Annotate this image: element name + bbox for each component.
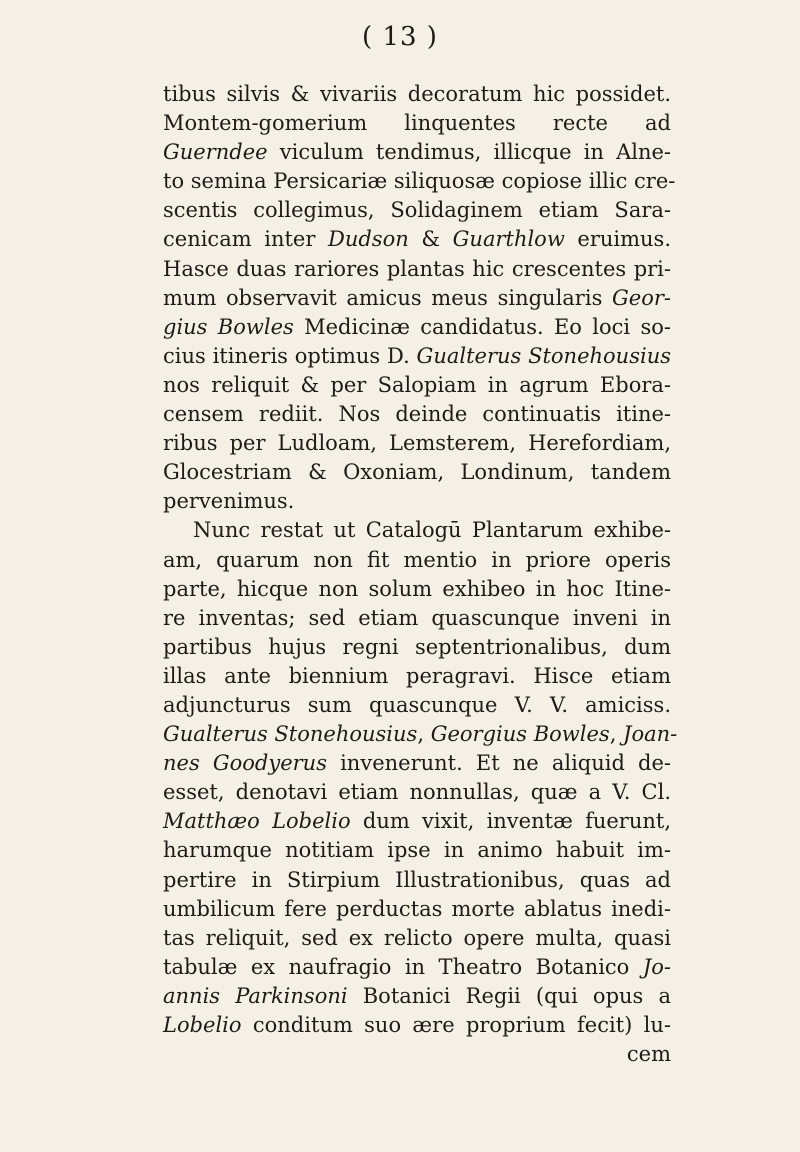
text-line [163,400,671,429]
text-run: mum observavit amicus meus singularis [163,285,613,310]
text-line [163,720,678,749]
text-line [163,778,671,807]
text-line [163,516,671,545]
text-run: partibus hujus regni septentrionalibus, dum [163,634,671,659]
text-run: Nunc restat ut Catalogū Plantarum exhibe- [193,518,671,543]
text-run: nos reliquit & per Salopiam in agrum Ebora- [163,372,671,397]
italic-name: Guerndee [163,140,268,165]
italic-name: Gualterus Stonehousius [416,343,671,368]
text-run: umbilicum fere perductas morte ablatus inedi- [163,896,671,921]
text-run: Montem-gomerium linquentes recte ad [163,111,671,136]
text-line [163,691,671,720]
text-line [163,487,671,516]
text-line [163,138,671,167]
text-run: parte, hicque non solum exhibeo in hoc Itine- [163,576,671,601]
text-line [163,458,671,487]
text-run: to semina Persicariæ siliquosæ copiose illic cre- [163,169,676,194]
text-run: ribus per Ludloam, Lemsterem, Herefordiam, [163,431,671,456]
text-run: censem rediit. Nos deinde continuatis itine- [163,402,671,427]
body-text [163,80,678,1069]
text-line [163,953,671,982]
page-number: ( 13 ) [362,22,438,52]
text-line [163,924,671,953]
italic-name: nes Goodyerus [163,751,327,776]
text-run: scentis collegimus, Solidaginem etiam Sara- [163,198,671,223]
text-run: pertire in Stirpium Illustrationibus, quas ad [163,867,671,892]
text-run: illas ante biennium peragravi. Hisce etiam [163,663,671,688]
italic-name: Matthæo Lobelio [163,809,351,834]
text-line [163,167,676,196]
italic-name: Dudson [327,227,409,252]
text-line [163,633,671,662]
text-run: & [408,227,453,252]
text-run: re inventas; sed etiam quascunque inveni in [163,605,671,630]
text-run: am, quarum non fit mentio in priore operis [163,547,671,572]
text-line [163,662,671,691]
text-run: adjuncturus sum quascunque V. V. amiciss. [163,692,671,717]
text-run: tas reliquit, sed ex relicto opere multa, quasi [163,925,671,950]
text-line [163,1040,671,1069]
italic-name: Gualterus Stonehousius [163,722,418,747]
text-line [163,866,671,895]
text-run: invenerunt. Et ne aliquid de- [326,751,671,776]
text-run: cem [626,1042,671,1067]
text-line [163,895,671,924]
italic-name: Guarthlow [452,227,565,252]
text-run: dum vixit, inventæ fuerunt, [350,809,671,834]
text-line [163,1011,671,1040]
text-line [163,80,671,109]
text-line [163,342,671,371]
text-run: eruimus. [564,227,672,252]
text-line [163,807,671,836]
text-line [163,313,671,342]
italic-name: Lobelio [163,1013,242,1037]
text-line [163,255,671,284]
text-run: cius itineris optimus D. [163,343,417,368]
text-run: conditum suo ære proprium fecit) lu- [241,1013,671,1037]
text-line [163,836,671,865]
italic-name: Geor- [612,285,671,310]
text-run: , [609,722,624,747]
text-run: tabulæ ex naufragio in Theatro Botanico [163,954,643,979]
italic-name: gius Bowles [163,314,294,339]
text-run: tibus silvis & vivariis decoratum hic possidet. [163,82,671,106]
text-run: pervenimus. [163,489,295,514]
text-run: Medicinæ candidatus. Eo loci so- [293,314,671,339]
text-line [163,109,671,138]
text-run: viculum tendimus, illicque in Alne- [267,140,671,165]
text-line [163,604,671,633]
italic-name: Georgius Bowles [430,722,610,747]
text-line [163,196,671,225]
text-run: Glocestriam & Oxoniam, Londinum, tandem [163,460,671,485]
italic-name: Jo- [642,954,671,979]
text-run: Hasce duas rariores plantas hic crescentes pri- [163,256,671,281]
text-line [163,546,671,575]
text-line [163,371,671,400]
text-line [163,429,671,458]
text-line [163,982,671,1011]
text-line [163,749,671,778]
text-run: Botanici Regii (qui opus a [347,983,671,1008]
text-run: esset, denotavi etiam nonnullas, quæ a V. Cl. [163,780,671,805]
text-run: harumque notitiam ipse in animo habuit im- [163,838,671,863]
italic-name: Joan- [623,722,678,747]
text-run: cenicam inter [163,227,328,252]
text-run: , [417,722,431,747]
text-line [163,225,671,254]
text-line [163,284,671,313]
italic-name: annis Parkinsoni [163,983,348,1008]
text-line [163,575,671,604]
